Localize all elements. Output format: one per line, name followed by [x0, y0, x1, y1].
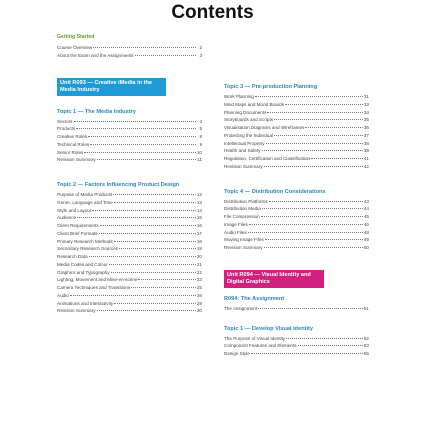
toc-entry[interactable]: [57, 230, 202, 238]
unit-r093-banner: Unit R093 — Creative iMedia in the Media Industry: [57, 78, 166, 96]
dot-leader: [97, 159, 196, 160]
entry-page: 44: [363, 206, 369, 212]
dot-leader: [258, 308, 363, 309]
toc-entry[interactable]: [57, 118, 202, 126]
dot-leader: [274, 119, 363, 120]
toc-entry[interactable]: [57, 300, 202, 308]
entry-page: 37: [363, 132, 369, 138]
entry-page: 31: [363, 94, 369, 99]
entry-page: 25: [196, 285, 202, 290]
toc-entry[interactable]: [224, 116, 369, 124]
toc-entry[interactable]: [57, 214, 202, 222]
toc-entry[interactable]: [57, 261, 202, 269]
entry-page: 11: [197, 157, 202, 163]
section-heading-getting-started: Getting Started: [57, 34, 95, 40]
dot-leader: [89, 256, 196, 257]
entry-title: Style and Layout: [57, 207, 92, 213]
assignment-list: [224, 305, 369, 313]
entry-title: Mind Maps and Mood Boards: [224, 101, 285, 107]
toc-entry[interactable]: [224, 132, 369, 140]
entry-title: Work Planning: [224, 94, 254, 99]
dot-leader: [114, 202, 196, 203]
entry-page: 2: [199, 45, 202, 50]
toc-entry[interactable]: [57, 156, 202, 164]
dot-leader: [74, 121, 196, 122]
dot-leader: [311, 158, 363, 159]
toc-entry[interactable]: [224, 236, 369, 244]
toc-entry[interactable]: [57, 292, 202, 300]
getting-started-list: [57, 44, 202, 60]
dot-leader: [131, 287, 196, 288]
dot-leader: [114, 241, 196, 242]
entry-page: 15: [196, 215, 202, 221]
entry-page: 35: [363, 117, 369, 123]
toc-entry[interactable]: [57, 125, 202, 133]
entry-title: Animations and Interactivity: [57, 300, 114, 306]
topic-heading-pre-production: Topic 3 — Pre-production Planning: [224, 84, 318, 90]
entry-title: Intellectual Property: [224, 140, 265, 146]
entry-title: Distribution Media: [224, 206, 261, 212]
topic2-list: [57, 191, 202, 315]
entry-page: 55: [363, 351, 369, 356]
dot-leader: [264, 166, 363, 167]
entry-page: 52: [363, 335, 369, 341]
entry-page: 42: [363, 163, 369, 169]
dot-leader: [138, 279, 195, 280]
topic-heading-media-industry: Topic 1 — The Media Industry: [57, 108, 136, 115]
topic-heading-product-design: Topic 2 — Factors Influencing Product Design: [57, 182, 180, 188]
toc-entry[interactable]: [224, 93, 369, 101]
entry-title: Image Files: [224, 221, 248, 227]
entry-page: 17: [196, 230, 202, 236]
toc-entry[interactable]: [224, 140, 369, 148]
topic1-list: [57, 118, 202, 165]
toc-entry[interactable]: [224, 213, 369, 221]
dot-leader: [249, 224, 363, 225]
entry-page: 46: [363, 221, 369, 227]
entry-page: 48: [363, 229, 369, 235]
topic3-list: [224, 93, 369, 171]
entry-page: 51: [363, 305, 369, 311]
entry-page: 3: [199, 52, 202, 58]
toc-entry[interactable]: [224, 229, 369, 237]
entry-title: Revision Summary: [224, 245, 263, 250]
entry-title: Distribution Platforms: [224, 198, 268, 204]
entry-page: 36: [363, 125, 369, 130]
dot-leader: [261, 216, 363, 217]
entry-title: Course Overview: [57, 45, 93, 50]
dot-leader: [84, 152, 196, 153]
topic4-list: [224, 198, 369, 252]
entry-title: Secondary Research Sources: [57, 246, 119, 252]
toc-entry[interactable]: [57, 253, 202, 261]
dot-leader: [76, 128, 196, 129]
entry-title: Audio Files: [224, 229, 247, 235]
topic-heading-assignment: R094: The Assignment: [224, 295, 285, 302]
entry-title: Research Data: [57, 254, 88, 259]
entry-page: 49: [363, 237, 369, 243]
entry-title: Revision Summary: [224, 163, 263, 169]
entry-title: Media Codes and Colour: [57, 261, 108, 267]
toc-entry[interactable]: [57, 269, 202, 277]
toc-entry[interactable]: [224, 342, 369, 350]
entry-page: 19: [196, 246, 202, 252]
toc-entry[interactable]: [57, 276, 202, 284]
dot-leader: [285, 104, 363, 105]
unit-r094-banner: Unit R094 — Visual Identity and Digital Graphics: [224, 270, 324, 288]
toc-entry[interactable]: [57, 44, 202, 52]
topic-heading-visual-identity: Topic 1 — Develop Visual Identity: [224, 325, 314, 332]
dot-leader: [274, 135, 363, 136]
entry-title: Protecting the Individual: [224, 132, 274, 138]
entry-page: 14: [196, 207, 202, 213]
dot-leader: [262, 150, 363, 151]
entry-title: Senior Roles: [57, 149, 84, 155]
entry-title: The Purpose of Visual Identity: [224, 335, 286, 341]
entry-title: Purpose of Media Products: [57, 192, 113, 197]
entry-title: Moving Image Files: [224, 237, 264, 243]
dot-leader: [248, 232, 363, 233]
entry-title: Products: [57, 126, 76, 132]
entry-page: 34: [363, 109, 369, 115]
page-title: Contents: [171, 2, 254, 23]
entry-page: 30: [196, 308, 202, 314]
dot-leader: [93, 47, 196, 48]
dot-leader: [269, 201, 363, 202]
entry-page: 13: [196, 199, 202, 205]
entry-page: 39: [363, 148, 369, 154]
entry-title: Visualisation Diagrams and Wireframes: [224, 125, 305, 130]
toc-entry[interactable]: [224, 155, 369, 163]
entry-page: 53: [363, 343, 369, 349]
dot-leader: [251, 353, 363, 354]
entry-page: 16: [196, 223, 202, 228]
dot-leader: [90, 144, 196, 145]
dot-leader: [100, 225, 196, 226]
toc-entry[interactable]: [224, 244, 369, 252]
entry-page: 4: [199, 118, 202, 124]
toc-entry[interactable]: [57, 307, 202, 315]
entry-title: Client Requirements: [57, 223, 99, 228]
dot-leader: [114, 303, 196, 304]
entry-page: 38: [363, 140, 369, 146]
entry-page: 33: [363, 101, 369, 107]
entry-page: 50: [363, 245, 369, 250]
entry-title: Revision Summary: [57, 157, 96, 163]
entry-page: 43: [363, 198, 369, 204]
dot-leader: [88, 136, 196, 137]
entry-title: The Assignment: [224, 305, 257, 311]
entry-title: Regulation, Certification and Classification: [224, 156, 311, 161]
topic-heading-distribution: Topic 4 — Distribution Considerations: [224, 188, 326, 195]
entry-title: Client Brief Formats: [57, 230, 98, 236]
toc-entry[interactable]: [57, 149, 202, 157]
dot-leader: [111, 272, 196, 273]
toc-entry[interactable]: [224, 147, 369, 155]
toc-entry[interactable]: [224, 335, 369, 343]
entry-title: Primary Research Methods: [57, 238, 113, 244]
toc-entry[interactable]: [224, 305, 369, 313]
dot-leader: [286, 338, 363, 339]
topic1b-list: [224, 335, 369, 358]
dot-leader: [70, 295, 196, 296]
toc-entry[interactable]: [224, 205, 369, 213]
dot-leader: [119, 248, 196, 249]
toc-entry[interactable]: [57, 222, 202, 230]
toc-entry[interactable]: [57, 245, 202, 253]
toc-entry[interactable]: [57, 191, 202, 199]
entry-page: 5: [199, 126, 202, 132]
contents-left-column: [57, 34, 202, 315]
dot-leader: [77, 217, 196, 218]
dot-leader: [109, 264, 196, 265]
entry-title: Revision Summary: [57, 308, 96, 314]
toc-entry[interactable]: [224, 198, 369, 206]
entry-page: 45: [363, 214, 369, 219]
dot-leader: [265, 239, 363, 240]
entry-title: Planning Documents: [224, 109, 267, 115]
toc-entry[interactable]: [57, 238, 202, 246]
entry-title: Component Features and Elements: [224, 343, 297, 349]
entry-title: Health and Safety: [224, 148, 261, 154]
entry-title: Graphics and Typography: [57, 269, 110, 275]
entry-title: About the Exam and the Assignments: [57, 52, 134, 58]
entry-title: Storyboards and Scripts: [224, 117, 274, 123]
dot-leader: [264, 247, 363, 248]
entry-title: Audience: [57, 215, 77, 221]
dot-leader: [298, 345, 363, 346]
entry-page: 21: [196, 261, 202, 267]
toc-entry[interactable]: [224, 124, 369, 132]
entry-title: Camera Techniques and Transitions: [57, 285, 131, 290]
toc-entry[interactable]: [224, 101, 369, 109]
toc-entry[interactable]: [224, 350, 369, 358]
toc-entry[interactable]: [224, 221, 369, 229]
dot-leader: [99, 233, 196, 234]
dot-leader: [262, 208, 363, 209]
entry-title: File Compression: [224, 214, 260, 219]
dot-leader: [113, 194, 195, 195]
toc-entry[interactable]: [57, 284, 202, 292]
entry-page: 9: [199, 141, 202, 147]
entry-title: Creative Roles: [57, 134, 88, 139]
entry-page: 41: [363, 156, 369, 161]
toc-entry[interactable]: [57, 141, 202, 149]
toc-entry[interactable]: [224, 109, 369, 117]
entry-page: 23: [196, 277, 202, 283]
dot-leader: [92, 210, 196, 211]
entry-page: 28: [196, 292, 202, 298]
contents-right-column: [224, 84, 369, 358]
toc-entry[interactable]: [57, 207, 202, 215]
entry-title: Audio: [57, 292, 69, 298]
toc-entry[interactable]: [57, 133, 202, 141]
entry-page: 12: [196, 192, 202, 197]
entry-title: Sectors: [57, 118, 73, 124]
dot-leader: [305, 127, 363, 128]
entry-title: Genre, Language and Tone: [57, 199, 113, 205]
dot-leader: [135, 55, 196, 56]
entry-title: Technical Roles: [57, 141, 90, 147]
entry-page: 10: [196, 149, 202, 155]
toc-entry[interactable]: [224, 163, 369, 171]
toc-entry[interactable]: [57, 52, 202, 60]
entry-page: 29: [196, 300, 202, 306]
toc-entry[interactable]: [57, 199, 202, 207]
dot-leader: [97, 310, 196, 311]
dot-leader: [255, 96, 363, 97]
dot-leader: [266, 143, 363, 144]
entry-page: 18: [196, 238, 202, 244]
entry-page: 22: [196, 269, 202, 275]
entry-page: 20: [196, 254, 202, 259]
entry-page: 8: [199, 134, 202, 139]
dot-leader: [267, 112, 362, 113]
entry-title: Design Style: [224, 351, 250, 356]
entry-title: Lighting, Movement and Mise-en-scène: [57, 277, 138, 283]
